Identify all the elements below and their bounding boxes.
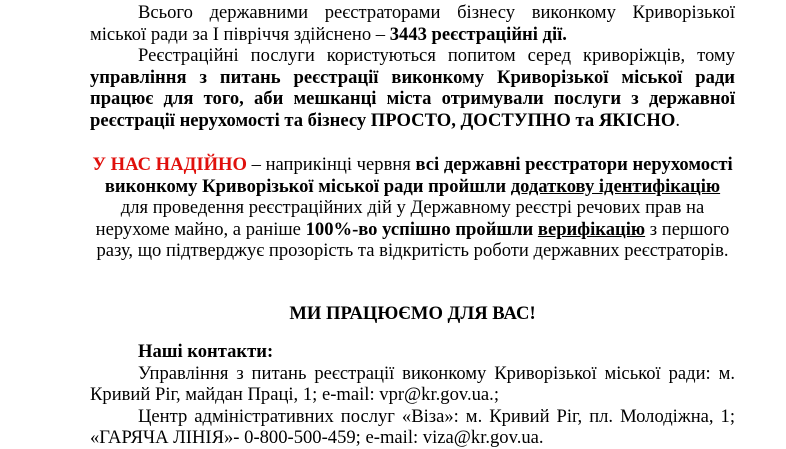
additional-identification: додаткову ідентифікацію [510,175,721,197]
registrations-text: Всього державними реєстраторами бізнесу виконкому Криворізької міської ради за І півріччя здійснено – [90,2,735,45]
contact-viza-center: Центр адміністративних послуг «Віза»: м. Кривий Ріг, пл. Молодіжна, 1; «ГАРЯЧА ЛІНІЯ»- 0-800-500-459; e-mail: viza@kr.gov.ua. [90,405,735,448]
contacts-block [90,341,735,449]
reliability-text-1: – наприкінці червня [247,154,416,175]
reliability-text-3: з першого разу, що підтверджує прозорість та відкритість роботи державних реєстраторів. [96,218,730,261]
services-bold-statement: управління з питань реєстрації виконкому Криворізької міської ради працює для того, аби мешканці міста отримували послуги з державної реєстрації нерухомості та бізнесу ПРОСТО, ДОСТУПНО та ЯКІСНО [90,66,735,131]
reliability-bold-2: 100%-во успішно пройшли [305,218,538,240]
reliability-text-2: для проведення реєстраційних дій у Державному реєстрі речових прав на нерухоме майно, а раніше [95,197,705,240]
registrations-count: 3443 реєстраційні дії. [389,23,567,45]
registrations-summary [90,2,735,131]
paragraph-registrations-count [90,2,735,45]
services-text: Реєстраційні послуги користуються попитом серед криворіжців, тому [138,45,735,66]
slogan-block [90,303,735,325]
reliability-bold-1: всі державні реєстратори нерухомості виконкому Криворізької міської ради пройшли [104,154,733,197]
contacts-heading: Наші контакти: [138,341,274,362]
slogan: МИ ПРАЦЮЄМО ДЛЯ ВАС! [289,303,536,324]
contact-registration-office: Управління з питань реєстрації виконкому Криворізької міської ради: м. Кривий Ріг, майдан Праці, 1; e-mail: vpr@kr.gov.ua.; [90,362,735,405]
paragraph-services-demand [90,45,735,131]
paragraph-reliability [90,154,735,262]
reliability-headline: У НАС НАДІЙНО [92,154,247,175]
services-period: . [675,109,680,131]
reliability-paragraph [90,154,735,262]
verification: верифікацію [537,218,646,240]
